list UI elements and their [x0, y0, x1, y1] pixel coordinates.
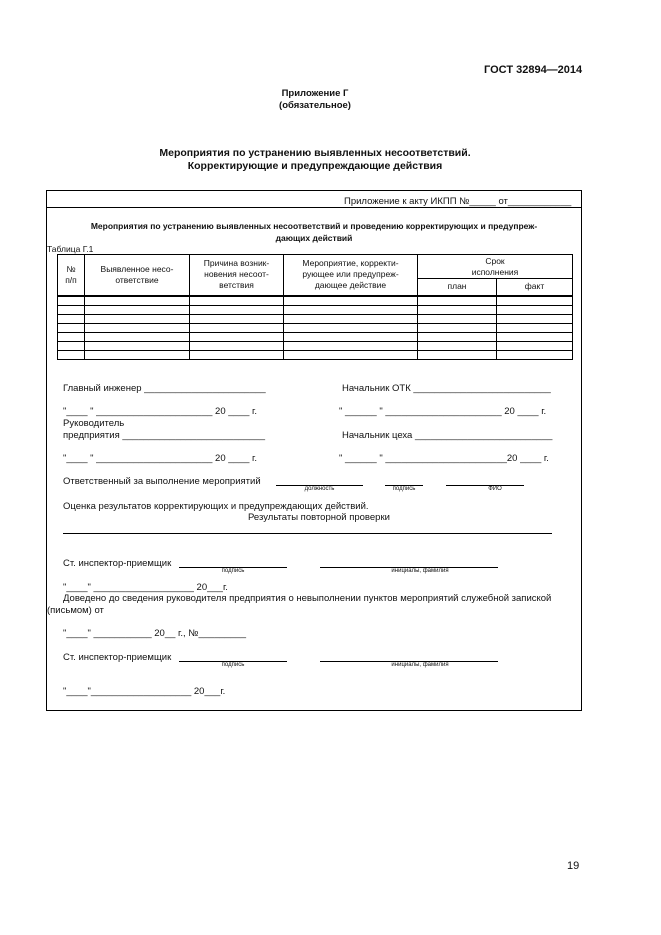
table-cell[interactable]	[284, 341, 418, 350]
main-title-line-1: Мероприятия по устранению выявленных несоответствий.	[159, 147, 471, 159]
table-cell[interactable]	[497, 296, 573, 306]
notice-line-1: Доведено до сведения руководителя предприятия о невыполнении пунктов мероприятий служебной запиской	[63, 593, 552, 604]
table-row	[58, 332, 573, 341]
header-nonconformity: Выявленное несо- ответствие	[85, 255, 190, 296]
table-cell[interactable]	[58, 332, 85, 341]
date-field-3[interactable]: "____ " ______________________ 20 ____ г.	[63, 453, 257, 464]
table-cell[interactable]	[85, 323, 190, 332]
table-cell[interactable]	[58, 350, 85, 359]
date-field-4[interactable]: " ______ " _______________________20 ____ г.	[339, 453, 549, 464]
initials-caption-1: инициалы, фамилия	[391, 568, 449, 574]
table-cell[interactable]	[85, 341, 190, 350]
act-reference-divider	[46, 207, 582, 208]
table-cell[interactable]	[418, 350, 497, 359]
table-label: Таблица Г.1	[47, 244, 94, 254]
table-cell[interactable]	[418, 296, 497, 306]
table-cell[interactable]	[497, 323, 573, 332]
inspector-label-1: Ст. инспектор-приемщик	[63, 558, 172, 569]
table-cell[interactable]	[58, 341, 85, 350]
table-cell[interactable]	[190, 314, 284, 323]
chief-engineer-signature[interactable]: Главный инженер _______________________	[63, 383, 266, 394]
table-cell[interactable]	[85, 305, 190, 314]
header-action: Мероприятие, корректи- рующее или предупреж- дающее действие	[284, 255, 418, 296]
form-heading-line-2: дающих действий	[275, 233, 353, 243]
table-cell[interactable]	[284, 296, 418, 306]
table-cell[interactable]	[284, 314, 418, 323]
table-row	[58, 341, 573, 350]
signature-caption-3: подпись	[221, 662, 245, 668]
table-cell[interactable]	[284, 332, 418, 341]
header-cause: Причина возник- новения несоот- ветствия	[190, 255, 284, 296]
table-cell[interactable]	[58, 305, 85, 314]
table-cell[interactable]	[497, 332, 573, 341]
table-cell[interactable]	[190, 341, 284, 350]
table-row	[58, 314, 573, 323]
appendix-type: (обязательное)	[279, 100, 351, 111]
table-cell[interactable]	[497, 341, 573, 350]
recheck-label: Результаты повторной проверки	[248, 512, 390, 523]
table-cell[interactable]	[190, 332, 284, 341]
nonconformity-table	[57, 254, 573, 360]
date-field-5[interactable]: "____" ___________________ 20___г.	[63, 582, 228, 593]
director-label: Руководитель	[63, 418, 125, 429]
page-number: 19	[567, 860, 580, 872]
initials-caption-2: инициалы, фамилия	[391, 662, 449, 668]
otk-head-signature[interactable]: Начальник ОТК __________________________	[342, 383, 551, 394]
header-fact: факт	[497, 279, 573, 296]
responsible-label: Ответственный за выполнение мероприятий	[63, 476, 261, 487]
appendix-title: Приложение Г	[281, 88, 349, 99]
table-cell[interactable]	[284, 323, 418, 332]
header-term: Срок исполнения	[418, 255, 573, 279]
header-plan: план	[418, 279, 497, 296]
table-cell[interactable]	[418, 314, 497, 323]
inspector-label-2: Ст. инспектор-приемщик	[63, 652, 172, 663]
date-field-1[interactable]: "____ " ______________________ 20 ____ г.	[63, 406, 257, 417]
table-row	[58, 305, 573, 314]
table-cell[interactable]	[497, 305, 573, 314]
table-cell[interactable]	[284, 305, 418, 314]
table-cell[interactable]	[58, 314, 85, 323]
standard-number: ГОСТ 32894—2014	[484, 64, 583, 76]
table-cell[interactable]	[418, 332, 497, 341]
main-title-line-2: Корректирующие и предупреждающие действия	[187, 160, 443, 172]
position-caption: должность	[304, 486, 335, 492]
director-signature[interactable]: предприятия ___________________________	[63, 430, 266, 441]
table-cell[interactable]	[190, 296, 284, 306]
table-cell[interactable]	[418, 323, 497, 332]
recheck-line[interactable]	[63, 533, 552, 534]
name-caption: ФИО	[488, 486, 502, 492]
table-row	[58, 350, 573, 359]
act-reference: Приложение к акту ИКПП №_____ от____________	[344, 196, 572, 207]
date-field-6[interactable]: "____" ___________ 20__ г., №_________	[63, 628, 247, 639]
notice-line-2: (письмом) от	[47, 605, 104, 616]
table-cell[interactable]	[85, 296, 190, 306]
table-cell[interactable]	[418, 341, 497, 350]
signature-caption: подпись	[392, 486, 416, 492]
table-cell[interactable]	[190, 323, 284, 332]
table-row	[58, 323, 573, 332]
header-number: № п/п	[58, 255, 85, 296]
date-field-7[interactable]: "____"___________________ 20___г.	[63, 686, 226, 697]
evaluation-label: Оценка результатов корректирующих и предупреждающих действий.	[63, 501, 369, 512]
table-cell[interactable]	[190, 305, 284, 314]
table-cell[interactable]	[58, 323, 85, 332]
table-cell[interactable]	[58, 296, 85, 306]
table-cell[interactable]	[497, 350, 573, 359]
form-heading-line-1: Мероприятия по устранению выявленных несоответствий и проведению корректирующих и предупреж-	[90, 221, 538, 231]
signature-caption-2: подпись	[221, 568, 245, 574]
table-cell[interactable]	[85, 314, 190, 323]
table-cell[interactable]	[284, 350, 418, 359]
table-cell[interactable]	[190, 350, 284, 359]
table-cell[interactable]	[85, 350, 190, 359]
date-field-2[interactable]: " ______ " ______________________ 20 ____ г.	[339, 406, 547, 417]
table-cell[interactable]	[497, 314, 573, 323]
shop-head-signature[interactable]: Начальник цеха __________________________	[342, 430, 553, 441]
table-cell[interactable]	[85, 332, 190, 341]
table-cell[interactable]	[418, 305, 497, 314]
table-row	[58, 296, 573, 306]
